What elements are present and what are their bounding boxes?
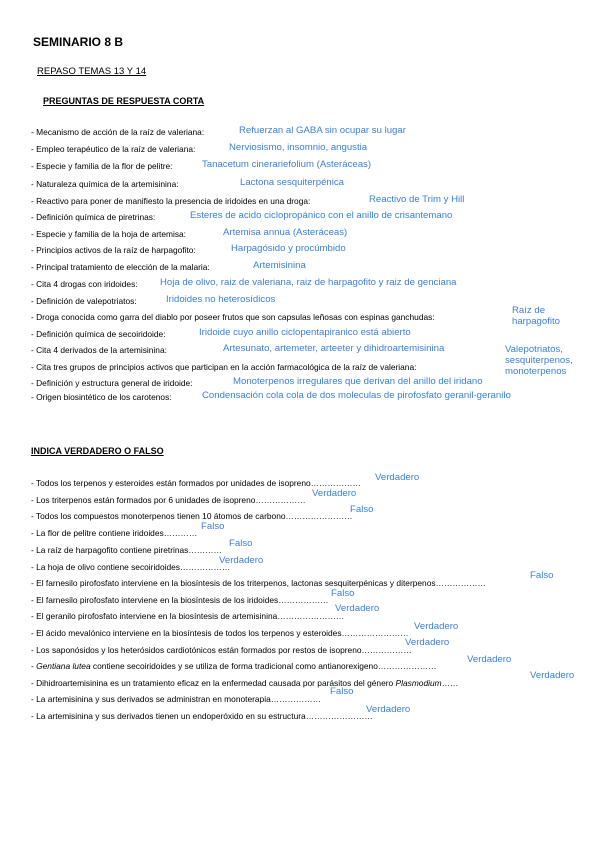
question-text: - Especie y familia de la hoja de artemisa: <box>31 229 187 239</box>
question-text: - Empleo terapéutico de la raíz de valeriana: <box>31 144 196 154</box>
question-text: - Mecanismo de acción de la raíz de valeriana: <box>31 127 205 137</box>
statement-text: - Los saponósidos y los heterósidos cardiotónicos están formados por restos de isopreno <box>31 645 362 655</box>
question-text: - Cita 4 drogas con iridoides: <box>31 279 138 289</box>
answer-text: Verdadero <box>405 637 450 648</box>
answer-dots: ……………… <box>435 578 486 588</box>
statement-row <box>31 495 306 505</box>
section-heading-short-answer: PREGUNTAS DE RESPUESTA CORTA <box>43 96 205 106</box>
answer-text: Lactona sesquiterpénica <box>240 177 345 188</box>
statement-text: - La artemisinina y sus derivados se administran en monoterapia <box>31 694 271 704</box>
statement-row <box>31 678 458 688</box>
statement-text: - El geranilo pirofosfato interviene en la biosíntesis de artemisinina <box>31 611 278 621</box>
answer-text: Raíz de harpagofito <box>512 305 561 327</box>
statement-row <box>31 562 230 572</box>
answer-text: Harpagósido y procúmbido <box>231 243 346 254</box>
answer-text: Artemisa annua (Asteráceas) <box>223 227 348 238</box>
answer-text: Verdadero <box>366 704 411 715</box>
question-text: - Principal tratamiento de elección de la malaria: <box>31 262 210 272</box>
statement-text: - El farnesilo pirofosfato interviene en la biosíntesis de los iridoides <box>31 595 279 605</box>
answer-dots: ………………… <box>377 661 437 671</box>
answer-dots: ……………… <box>179 562 231 572</box>
statement-row <box>31 711 373 721</box>
answer-text: Valepotriatos, sesquiterpenos, monoterpenos <box>505 344 573 377</box>
statement-text: - Dihidroartemisinina es un tratamiento eficaz en la enfermedad causada por parásitos del género <box>31 678 396 688</box>
answer-text: Verdadero <box>335 603 380 614</box>
question-text: - Definición química de piretrinas: <box>31 212 156 222</box>
answer-text: Falso <box>350 504 374 515</box>
answer-dots: …………………… <box>277 611 345 621</box>
answer-text: Artemisinina <box>253 260 306 271</box>
question-text: - Definición y estructura general de iridoide: <box>31 378 193 388</box>
answer-text: Verdadero <box>219 555 264 566</box>
statement-bullet: - <box>31 661 37 671</box>
statement-text: - Todos los terpenos y esteroides están formados por unidades de isopreno <box>31 478 311 488</box>
answer-dots: …………………… <box>305 711 373 721</box>
answer-text: Falso <box>229 538 253 549</box>
statement-row <box>31 645 412 655</box>
statement-text: - La raíz de harpagofito contiene piretrinas <box>31 545 189 555</box>
answer-dots: ………… <box>188 545 222 555</box>
question-text: - Definición de valepotriatos: <box>31 296 137 306</box>
statement-text: - El farnesilo pirofosfato interviene en la biosíntesis de los triterpenos, lactonas sesquiterpénicas y diterpenos <box>31 578 436 588</box>
statement-italic: Gentiana lutea <box>36 661 91 671</box>
statement-row <box>31 511 353 521</box>
answer-dots: ……………… <box>310 478 361 488</box>
answer-text: Verdadero <box>312 488 357 499</box>
answer-text: Nerviosismo, insomnio, angustia <box>229 142 368 153</box>
section-heading-true-false: INDICA VERDADERO O FALSO <box>31 446 164 456</box>
statement-text: - La flor de pelitre contiene iridoides <box>31 528 164 538</box>
question-text: - Reactivo para poner de manifiesto la presencia de iridoides en una droga: <box>31 196 311 206</box>
answer-text: Refuerzan al GABA sin ocupar su lugar <box>239 125 406 136</box>
question-text: - Droga conocida como garra del diablo por poseer frutos que son capsulas leñosas con espinas ganchudas: <box>31 312 435 322</box>
answer-dots: ……………… <box>361 645 412 655</box>
statement-row <box>31 611 344 621</box>
statement-row <box>31 545 222 555</box>
statement-text: contiene secoiridoides y se utiliza de forma tradicional como antianorexigeno <box>90 661 378 671</box>
statement-row <box>31 528 197 538</box>
answer-text: Falso <box>201 521 225 532</box>
statement-text: - Todos los compuestos monoterpenos tienen 10 átomos de carbono <box>31 511 286 521</box>
statement-row <box>31 661 436 671</box>
question-text: - Especie y familia de la flor de pelitre: <box>31 161 173 171</box>
question-text: - Definición química de secoiridoide: <box>31 329 166 339</box>
page-title: SEMINARIO 8 B <box>33 35 124 49</box>
answer-dots: ……………… <box>278 595 329 605</box>
answer-dots: …………………… <box>285 511 353 521</box>
statement-text: - Los triterpenos están formados por 6 unidades de isopreno <box>31 495 256 505</box>
answer-dots: ………… <box>163 528 198 538</box>
answer-text: Verdadero <box>530 670 575 681</box>
answer-text: Artesunato, artemeter, arteeter y dihidroartemisinina <box>223 343 445 354</box>
question-text: - Origen biosintético de los carotenos: <box>31 392 172 402</box>
answer-text: Hoja de olivo, raiz de valeriana, raiz de harpagofito y raiz de genciana <box>160 277 457 288</box>
statement-row <box>31 628 409 638</box>
statement-row <box>31 578 486 588</box>
question-text: - Cita 4 derivados de la artemisinina: <box>31 345 167 355</box>
answer-text: Esteres de acido ciclopropánico con el anillo de crisantemano <box>190 210 453 221</box>
question-text: - Cita tres grupos de principios activos que participan en la acción farmacológica de la raíz de valeriana: <box>31 362 417 372</box>
answer-text: Falso <box>331 588 355 599</box>
statement-row <box>31 478 361 488</box>
subtitle: REPASO TEMAS 13 Y 14 <box>37 66 147 77</box>
statement-text: - La artemisinina y sus derivados tienen un endoperóxido en su estructura <box>31 711 306 721</box>
answer-dots: ……………… <box>255 495 306 505</box>
statement-italic: Plasmodium <box>395 678 442 688</box>
answer-dots: …………………… <box>341 628 409 638</box>
answer-text: Monoterpenos irregulares que derivan del anillo del iridano <box>233 376 483 387</box>
answer-text: Verdadero <box>414 621 459 632</box>
answer-text: Iridoides no heterosídicos <box>166 294 276 305</box>
statement-row <box>31 595 328 605</box>
answer-text: Reactivo de Trim y Hill <box>369 194 465 205</box>
statement-row <box>31 694 321 704</box>
question-text: - Naturaleza química de la artemisinina: <box>31 179 179 189</box>
statement-text: - La hoja de olivo contiene secoiridoides <box>31 562 180 572</box>
answer-dots: …… <box>441 678 459 688</box>
answer-text: Falso <box>530 570 554 581</box>
question-text: - Principios activos de la raíz de harpagofito: <box>31 245 196 255</box>
answer-text: Verdadero <box>375 472 420 483</box>
answer-text: Tanacetum cinerariefolium (Asteráceas) <box>202 159 372 170</box>
answer-text: Condensación cola cola de dos moleculas de pirofosfato geranil-geranilo <box>202 390 511 401</box>
answer-text: Falso <box>330 686 354 697</box>
answer-text: Iridoide cuyo anillo ciclopentapiranico está abierto <box>199 327 411 338</box>
statement-text: - El ácido mevalónico interviene en la biosíntesis de todos los terpenos y esteroides <box>31 628 342 638</box>
answer-text: Verdadero <box>467 654 512 665</box>
answer-dots: ……………… <box>270 694 321 704</box>
